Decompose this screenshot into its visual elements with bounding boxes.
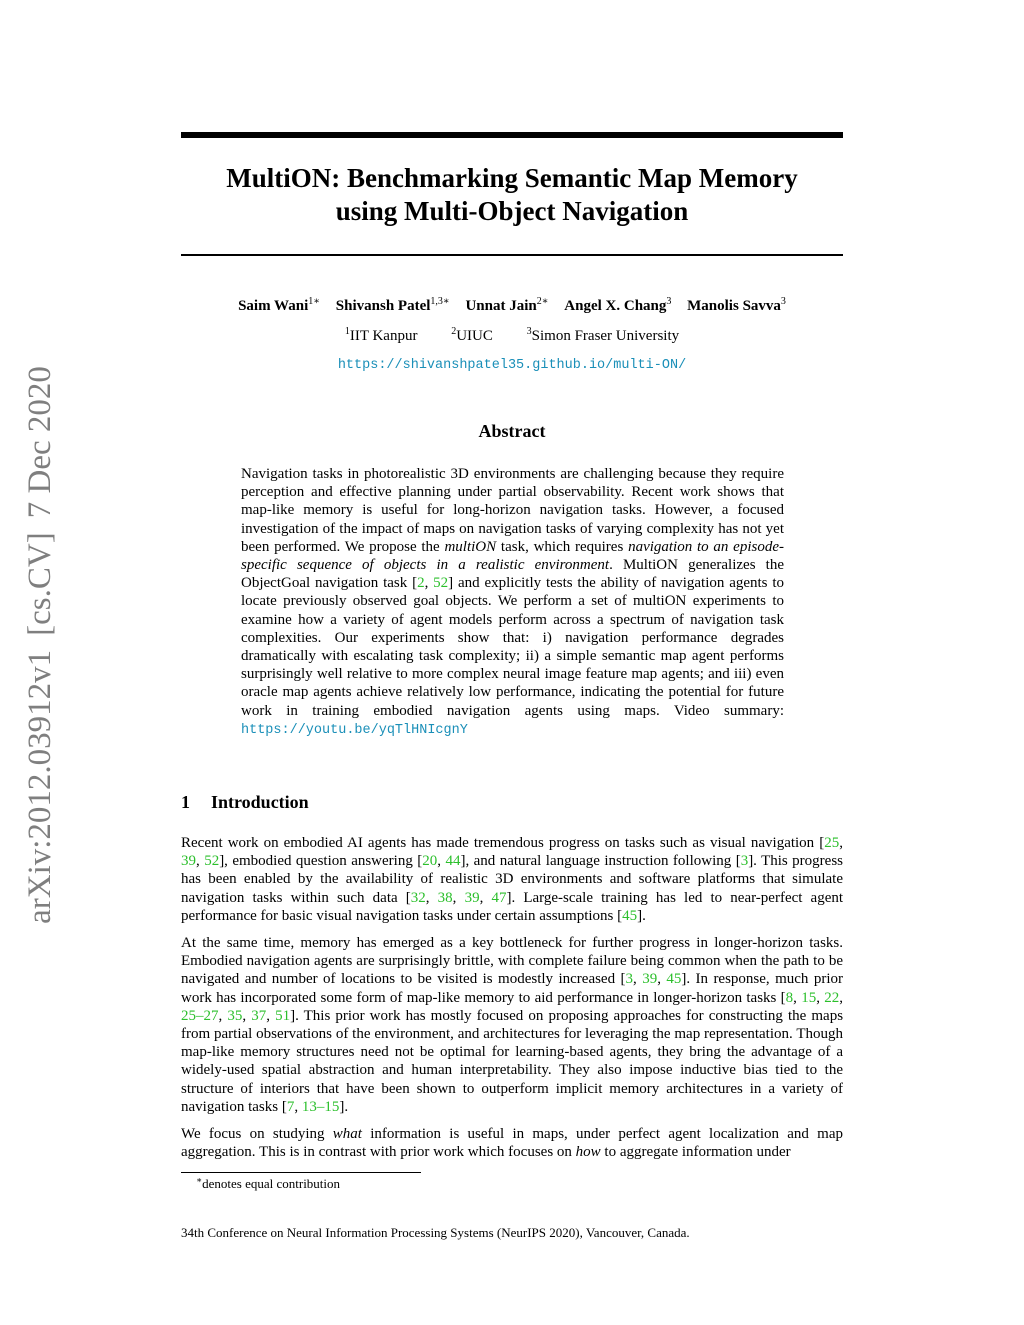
author	[238, 298, 320, 315]
citation-separator: ,	[196, 853, 205, 870]
conference-note: 34th Conference on Neural Information Processing Systems (NeurIPS 2020), Vancouver, Canada.	[181, 1225, 690, 1240]
footnote-text: denotes equal contribution	[202, 1176, 341, 1191]
emphasis-text: what	[332, 1126, 362, 1143]
project-url-link[interactable]: https://shivanshpatel35.github.io/multi-ON/	[337, 358, 687, 373]
citation-link[interactable]: 22	[824, 989, 840, 1006]
citation-range-dash: –	[196, 1007, 204, 1024]
paragraph-text: Recent work on embodied AI agents has made tremendous progress on tasks such as visual navigation [	[181, 835, 825, 851]
project-url-line	[181, 356, 843, 373]
abstract-text: . MultiON generalizes the ObjectGoal navigation task [	[241, 557, 784, 592]
citation-link[interactable]: 51	[275, 1007, 291, 1024]
affiliation-list	[181, 328, 843, 345]
citation-separator: ,	[218, 1007, 228, 1024]
affiliation	[345, 328, 418, 345]
author	[336, 298, 450, 315]
citation-link[interactable]: 37	[251, 1007, 267, 1024]
abstract-text: task, which requires	[496, 538, 629, 555]
citation-link[interactable]: 15	[801, 989, 817, 1006]
section-number: 1	[181, 792, 190, 812]
paragraph-text: information is useful in maps, under perfect agent localization and map aggregation. This is in contrast with prior work which focuses on	[181, 1126, 843, 1161]
citation-separator: ,	[793, 989, 802, 1006]
paragraph-text: We focus on studying	[181, 1126, 333, 1143]
author-name: Unnat Jain	[465, 298, 537, 314]
author-list	[181, 298, 843, 315]
paragraph	[181, 934, 843, 1116]
abstract-body	[241, 465, 784, 740]
citation-separator: ,	[294, 1098, 302, 1115]
citation-link[interactable]: 39	[642, 971, 658, 988]
citation-link[interactable]: 27	[203, 1007, 219, 1024]
author-name: Angel X. Chang	[564, 298, 667, 314]
affiliation-mark: 1	[344, 326, 350, 337]
citation-link[interactable]: 44	[445, 853, 461, 870]
citation-link[interactable]: 45	[622, 907, 638, 924]
arxiv-date: 7 Dec 2020	[22, 366, 58, 519]
author-mark: 1,3∗	[430, 296, 450, 307]
author-mark: 3	[666, 296, 672, 307]
title-line-2: using Multi-Object Navigation	[335, 196, 689, 226]
affiliation	[527, 328, 680, 345]
author-name: Saim Wani	[238, 298, 309, 314]
paragraph-text: ].	[637, 907, 646, 924]
video-summary-link[interactable]: https://youtu.be/yqTlHNIcgnY	[241, 722, 468, 738]
author	[465, 298, 548, 315]
citation-link[interactable]: 47	[491, 889, 507, 906]
author-name: Shivansh Patel	[335, 298, 431, 314]
title-rule-bottom	[181, 254, 843, 256]
affiliation-name: UIUC	[456, 328, 493, 344]
footnote	[196, 1176, 340, 1192]
affiliation	[451, 328, 493, 345]
author-mark: 2∗	[536, 296, 549, 307]
author	[564, 298, 671, 315]
title-rule-top	[181, 132, 843, 138]
affiliation-name: Simon Fraser University	[531, 328, 680, 344]
affiliation-mark: 3	[526, 326, 532, 337]
citation-separator: ,	[452, 889, 465, 906]
citation-separator: ,	[266, 1007, 276, 1024]
abstract-text: ] and explicitly tests the ability of navigation agents to locate previously observed goal objects. We perform a set of multiON experiments to examine how a variety of agent models perform across a spectrum of navigation task complexities. Our experiments show that: i) navigation performance degrades dramatically with escalating task complexity; ii) a simple semantic map agent performs surprisingly well relative to more complex neural image feature map agents; and iii) even oracle map agents achieve relatively low performance, indicating the potential for future work in training embodied navigation agents using maps. Video summary:	[241, 575, 784, 719]
paragraph-text: ], and natural language instruction following [	[460, 853, 741, 870]
citation-link[interactable]: 3	[740, 853, 749, 870]
citation-link[interactable]: 7	[286, 1098, 295, 1115]
citation-link[interactable]: 35	[227, 1007, 243, 1024]
author-mark: 3	[780, 296, 786, 307]
citation-link[interactable]: 25	[181, 1007, 196, 1024]
arxiv-stamp	[20, 335, 60, 955]
abstract-task-definition: navigation to an episode-specific sequence of objects in a realistic environment	[241, 538, 784, 574]
paper-title	[181, 162, 843, 228]
citation-link[interactable]: 52	[204, 853, 220, 870]
author	[687, 298, 786, 315]
paragraph-text: ]. This progress has been enabled by the availability of realistic 3D environments and software platforms that simulate navigation tasks within such data [	[181, 853, 844, 906]
citation-separator: ,	[425, 889, 438, 906]
citation-link[interactable]: 39	[181, 853, 196, 870]
paragraph-text: ].	[339, 1098, 349, 1115]
abstract-task-name: multiON	[444, 538, 497, 555]
emphasis-text: how	[575, 1144, 601, 1161]
citation-link[interactable]: 20	[422, 853, 438, 870]
citation-link[interactable]: 39	[464, 889, 480, 906]
paragraph-text: ]. Large-scale training has led to near-perfect agent performance for basic visual navigation tasks under certain assumptions [	[181, 889, 844, 924]
citation-link[interactable]: 32	[410, 889, 426, 906]
abstract-text: Navigation tasks in photorealistic 3D environments are challenging because they require perception and effective planning under partial observability. Recent work shows that map-like memory is useful for long-horizon navigation tasks. However, a focused investigation of the impact of maps on navigation tasks of varying complexity has not yet been performed. We propose the	[241, 466, 784, 555]
citation-link[interactable]: 2	[417, 575, 425, 592]
paragraph-text: to aggregate information under	[600, 1144, 791, 1161]
paragraph-text: ]. This prior work has mostly focused on proposing approaches for constructing the maps from partial observations of the environment, and architectures for leveraging the map representation. Though map-like memory structures need not be optimal for learning-based agents, they bring the advantage of a widely-used spatial abstraction and human interpretability. They also impose inductive bias tied to the structure of interiors that have been shown to outperform implicit memory architectures in a variety of navigation tasks [	[181, 1007, 844, 1115]
citation-separator: ,	[479, 889, 492, 906]
arxiv-id: arXiv:2012.03912v1	[22, 649, 58, 924]
citation-separator: ,	[437, 853, 446, 870]
section-title: Introduction	[211, 792, 309, 812]
citation-separator: ,	[839, 835, 843, 851]
citation-link[interactable]: 52	[433, 575, 449, 592]
paragraph-text: ]. In response, much prior work has incorporated some form of map-like memory to aid performance in longer-horizon tasks [	[181, 971, 843, 1006]
section-heading	[181, 792, 309, 813]
paragraph-text: ], embodied question answering [	[219, 853, 423, 870]
citation-separator: ,	[424, 575, 434, 592]
introduction-body	[181, 834, 843, 1170]
affiliation-name: IIT Kanpur	[349, 328, 418, 344]
citation-link[interactable]: 25	[824, 835, 840, 851]
author-mark: 1∗	[308, 296, 321, 307]
title-line-1: MultiON: Benchmarking Semantic Map Memory	[226, 163, 798, 193]
author-name: Manolis Savva	[687, 298, 781, 314]
citation-separator: ,	[633, 971, 643, 988]
footnote-mark: ∗	[196, 1175, 203, 1185]
citation-range-dash: –	[316, 1098, 325, 1115]
citation-separator: ,	[839, 989, 843, 1006]
citation-link[interactable]: 3	[625, 971, 634, 988]
citation-link[interactable]: 13	[301, 1098, 317, 1115]
citation-separator: ,	[816, 989, 825, 1006]
citation-link[interactable]: 15	[324, 1098, 340, 1115]
paragraph-text: At the same time, memory has emerged as a key bottleneck for further progress in longer-horizon tasks. Embodied navigation agents are surprisingly brittle, with complete failure being common when the path to be navigated and number of locations to be visited is modestly increased [	[181, 935, 843, 988]
citation-separator: ,	[242, 1007, 252, 1024]
citation-link[interactable]: 8	[785, 989, 794, 1006]
abstract-heading: Abstract	[478, 421, 546, 441]
paragraph	[181, 1125, 843, 1161]
footnote-rule	[181, 1172, 421, 1173]
arxiv-category: [cs.CV]	[22, 532, 58, 636]
paragraph	[181, 834, 843, 925]
affiliation-mark: 2	[451, 326, 457, 337]
citation-separator: ,	[657, 971, 667, 988]
citation-link[interactable]: 38	[437, 889, 453, 906]
citation-link[interactable]: 45	[666, 971, 682, 988]
